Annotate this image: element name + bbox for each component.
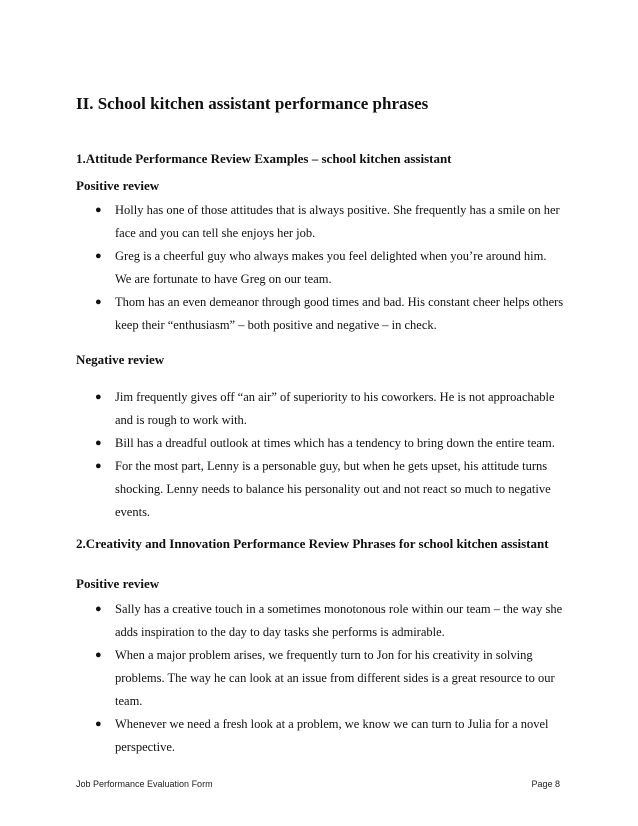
- section-heading-creativity: 2.Creativity and Innovation Performance Review Phrases for school kitchen assistant: [76, 536, 549, 551]
- bullet-icon: ●: [95, 250, 102, 262]
- positive-review-label: Positive review: [76, 178, 160, 193]
- list-item: ● Bill has a dreadful outlook at times which has a tendency to bring down the entire team.: [115, 432, 565, 455]
- list-item: ● Thom has an even demeanor through good times and bad. His constant cheer helps others keep their “enthusiasm” – both positive and negative – in check.: [115, 291, 565, 337]
- positive-review-list: [95, 199, 565, 337]
- bullet-icon: ●: [95, 437, 102, 449]
- list-item: ● Jim frequently gives off “an air” of superiority to his coworkers. He is not approachable and is rough to work with.: [115, 386, 565, 432]
- list-item: ● Sally has a creative touch in a sometimes monotonous role within our team – the way she adds inspiration to the day to day tasks she performs is admirable.: [115, 598, 565, 644]
- bullet-icon: ●: [95, 296, 102, 308]
- positive-review-list-2: [95, 598, 565, 759]
- bullet-icon: ●: [95, 649, 102, 661]
- list-item: ● Whenever we need a fresh look at a problem, we know we can turn to Julia for a novel perspective.: [115, 713, 565, 759]
- list-item: ● For the most part, Lenny is a personable guy, but when he gets upset, his attitude turns shocking. Lenny needs to balance his personality out and not react so much to negative events.: [115, 455, 565, 524]
- bullet-icon: ●: [95, 603, 102, 615]
- list-item: ● When a major problem arises, we frequently turn to Jon for his creativity in solving problems. The way he can look at an issue from different sides is a great resource to our team.: [115, 644, 565, 713]
- page-title: II. School kitchen assistant performance phrases: [76, 94, 429, 113]
- negative-review-list: [95, 386, 565, 524]
- negative-review-label: Negative review: [76, 352, 165, 367]
- bullet-icon: ●: [95, 460, 102, 472]
- list-item: ● Holly has one of those attitudes that is always positive. She frequently has a smile on her face and you can tell she enjoys her job.: [115, 199, 565, 245]
- bullet-icon: ●: [95, 718, 102, 730]
- bullet-icon: ●: [95, 204, 102, 216]
- positive-review-label-2: Positive review: [76, 576, 160, 591]
- list-item: ● Greg is a cheerful guy who always makes you feel delighted when you’re around him. We are fortunate to have Greg on our team.: [115, 245, 565, 291]
- footer-form-name: Job Performance Evaluation Form: [76, 779, 213, 789]
- section-heading-attitude: 1.Attitude Performance Review Examples – school kitchen assistant: [76, 151, 452, 166]
- footer-page-number: Page 8: [531, 779, 560, 789]
- bullet-icon: ●: [95, 391, 102, 403]
